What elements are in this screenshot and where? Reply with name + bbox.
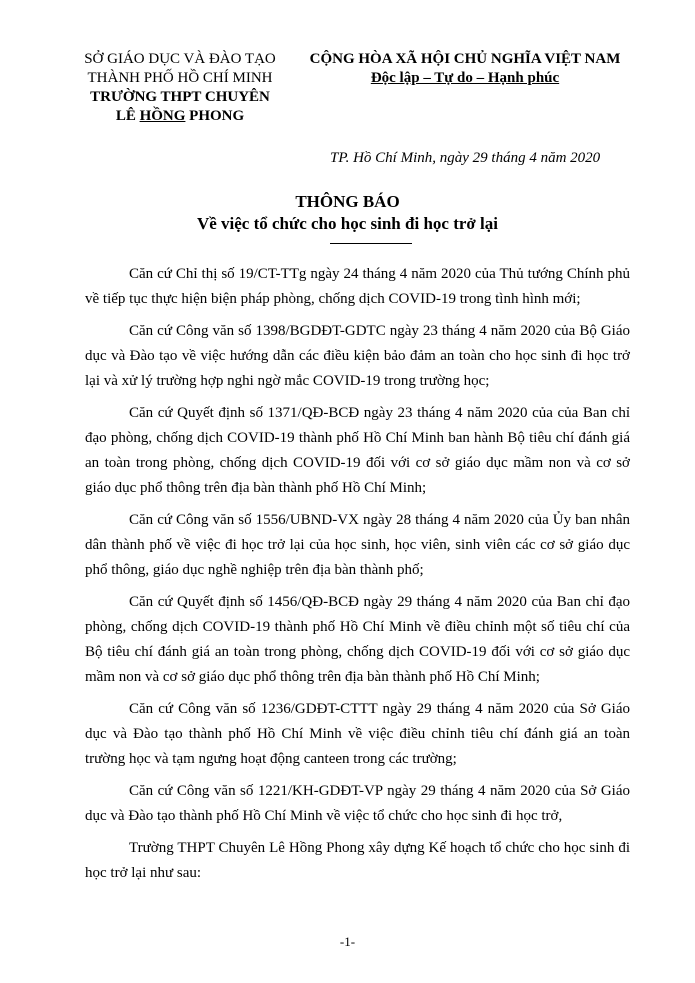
- paragraph: Căn cứ Quyết định số 1456/QĐ-BCĐ ngày 29 tháng 4 năm 2020 của Ban chỉ đạo phòng, chống dịch COVID-19 thành phố Hồ Chí Minh về điều chỉnh một số tiêu chí của Bộ tiêu chí đánh giá an toàn trong phòng, chống dịch COVID-19 đối với cơ sở giáo dục mầm non và cơ sở giáo dục phổ thông trên địa bàn thành phố Hồ Chí Minh;: [85, 594, 630, 685]
- page-number: -1-: [339, 934, 356, 949]
- school-name-line-1: TRƯỜNG THPT CHUYÊN: [90, 89, 270, 105]
- agency-line-2: THÀNH PHỐ HỒ CHÍ MINH: [87, 70, 273, 86]
- paragraph: Căn cứ Công văn số 1398/BGDĐT-GDTC ngày 23 tháng 4 năm 2020 của Bộ Giáo dục và Đào tạo về việc hướng dẫn các điều kiện bảo đảm an toàn cho học sinh đi học trở lại và xử lý trường hợp nghi ngờ mắc COVID-19 trong trường học;: [85, 323, 630, 389]
- paragraph: Căn cứ Chỉ thị số 19/CT-TTg ngày 24 tháng 4 năm 2020 của Thủ tướng Chính phủ về tiếp tục thực hiện biện pháp phòng, chống dịch COVID-19 trong tình hình mới;: [85, 266, 630, 307]
- national-header-block: [305, 50, 625, 88]
- document-title: THÔNG BÁO: [295, 192, 400, 211]
- national-motto: [305, 69, 625, 88]
- school-name-part-2: HỒNG: [139, 108, 186, 124]
- national-name: CỘNG HÒA XÃ HỘI CHỦ NGHĨA VIỆT NAM: [309, 51, 621, 67]
- document-subtitle: Về việc tổ chức cho học sinh đi học trở lại: [196, 214, 499, 233]
- paragraph: Căn cứ Công văn số 1556/UBND-VX ngày 28 tháng 4 năm 2020 của Ủy ban nhân dân thành phố về việc đi học trở lại của học sinh, học viên, sinh viên các cơ sở giáo dục phổ thông, giáo dục nghề nghiệp trên địa bàn thành phố;: [85, 512, 630, 578]
- paragraph: Căn cứ Quyết định số 1371/QĐ-BCĐ ngày 23 tháng 4 năm 2020 của của Ban chỉ đạo phòng, chống dịch COVID-19 thành phố Hồ Chí Minh ban hành Bộ tiêu chí đánh giá an toàn trong phòng, chống dịch COVID-19 đối với cơ sở giáo dục mầm non và cơ sở giáo dục phổ thông trên địa bàn thành phố Hồ Chí Minh;: [85, 405, 630, 496]
- title-underline: [330, 243, 412, 244]
- school-name-part-3: PHONG: [185, 108, 245, 124]
- paragraph: Trường THPT Chuyên Lê Hồng Phong xây dựng Kế hoạch tổ chức cho học sinh đi học trở lại như sau:: [85, 840, 630, 881]
- school-name-line-2: [60, 107, 300, 126]
- document-date: TP. Hồ Chí Minh, ngày 29 tháng 4 năm 2020: [330, 150, 601, 166]
- school-name-part-1: LÊ: [115, 108, 140, 124]
- document-body: [85, 262, 630, 893]
- issuing-agency-block: [60, 50, 300, 126]
- paragraph: Căn cứ Công văn số 1221/KH-GDĐT-VP ngày 29 tháng 4 năm 2020 của Sở Giáo dục và Đào tạo thành phố Hồ Chí Minh về việc tổ chức cho học sinh đi học trở,: [85, 783, 630, 824]
- national-motto-text: Độc lập – Tự do – Hạnh phúc: [370, 70, 560, 86]
- agency-line-1: SỞ GIÁO DỤC VÀ ĐÀO TẠO: [84, 51, 276, 67]
- paragraph: Căn cứ Công văn số 1236/GDĐT-CTTT ngày 29 tháng 4 năm 2020 của Sở Giáo dục và Đào tạo thành phố Hồ Chí Minh về việc điều chỉnh tiêu chí đánh giá an toàn trường học và tạm ngưng hoạt động canteen trong các trường;: [85, 701, 630, 767]
